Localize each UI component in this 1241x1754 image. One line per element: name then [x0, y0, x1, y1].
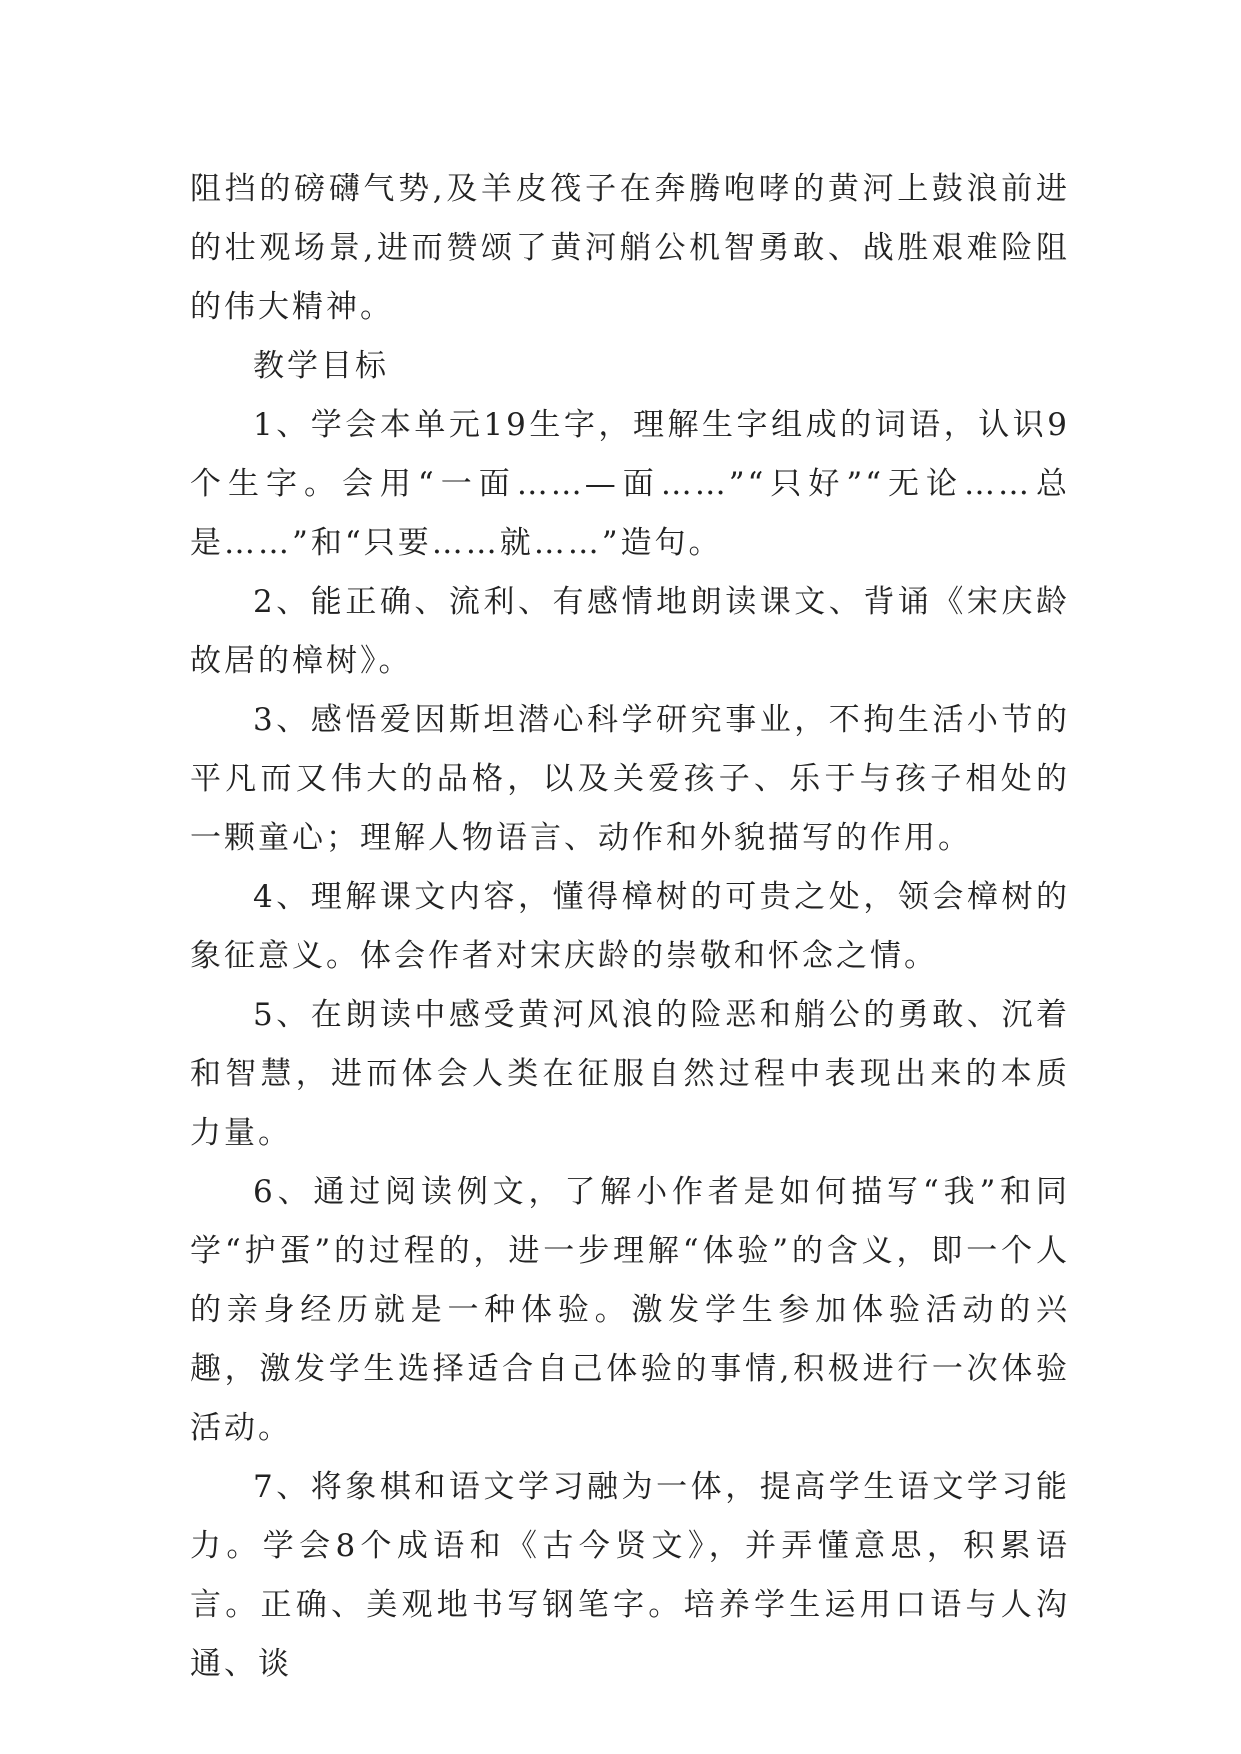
section-heading: 教学目标 — [253, 348, 389, 384]
objective-7: 7、将象棋和语文学习融为一体，提高学生语文学习能力。学会8个成语和《古今贤文》，并弄懂意思，积累语言。正确、美观地书写钢笔字。培养学生运用口语与人沟通、谈 — [190, 1469, 1070, 1682]
objective-2: 2、能正确、流利、有感情地朗读课文、背诵《宋庆龄故居的樟树》。 — [190, 584, 1070, 679]
document-body — [190, 160, 1070, 1694]
objective-1: 1、学会本单元19生字，理解生字组成的词语，认识9个生字。会用“一面……—面……”“只好”“无论……总是……”和“只要……就……”造句。 — [190, 407, 1070, 561]
objective-6: 6、通过阅读例文，了解小作者是如何描写“我”和同学“护蛋”的过程的，进一步理解“体验”的含义，即一个人的亲身经历就是一种体验。激发学生参加体验活动的兴趣，激发学生选择适合自己体验的事情,积极进行一次体验活动。 — [190, 1174, 1070, 1446]
objective-3: 3、感悟爱因斯坦潜心科学研究事业，不拘生活小节的平凡而又伟大的品格，以及关爱孩子、乐于与孩子相处的一颗童心；理解人物语言、动作和外貌描写的作用。 — [190, 702, 1070, 856]
objective-4: 4、理解课文内容，懂得樟树的可贵之处，领会樟树的象征意义。体会作者对宋庆龄的崇敬和怀念之情。 — [190, 879, 1070, 974]
paragraph-continuation: 阻挡的磅礴气势,及羊皮筏子在奔腾咆哮的黄河上鼓浪前进的壮观场景,进而赞颂了黄河艄公机智勇敢、战胜艰难险阻的伟大精神。 — [190, 171, 1070, 325]
objective-5: 5、在朗读中感受黄河风浪的险恶和艄公的勇敢、沉着和智慧，进而体会人类在征服自然过程中表现出来的本质力量。 — [190, 997, 1070, 1151]
